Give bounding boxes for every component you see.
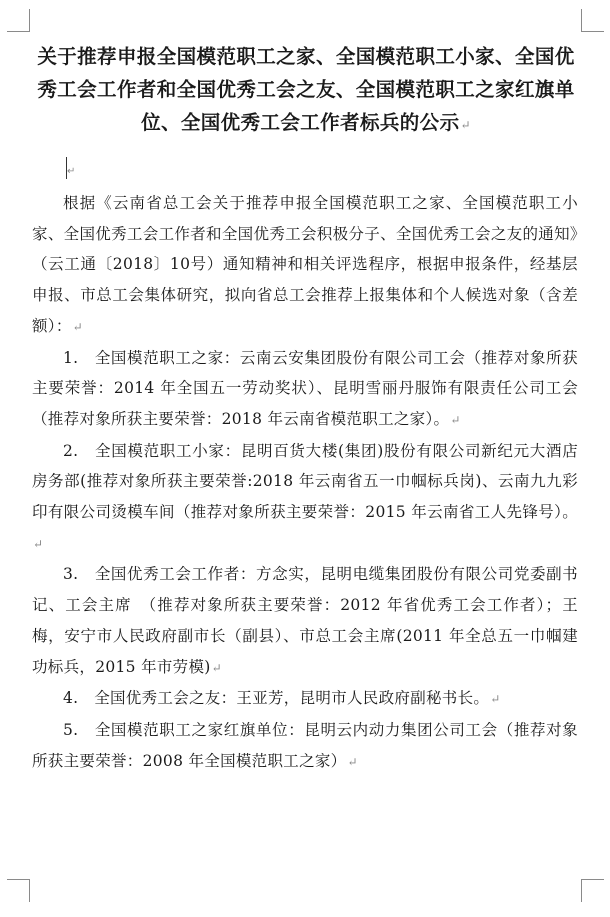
page-corner-top-left <box>7 9 30 32</box>
paragraph-mark-icon: ↵ <box>72 319 84 334</box>
paragraph-text: 2. 全国模范职工小家：昆明百货大楼(集团)股份有限公司新纪元大酒店房务部(推荐对象所获主要荣誉:2018 年云南省五一巾帼标兵岗)、云南九九彩印有限公司烫模车间（推荐对象所获主要荣誉：2015 年云南省工人先锋号）。 <box>32 441 578 522</box>
paragraph-mark-icon: ↵ <box>460 118 471 132</box>
paragraph-text: 3. 全国优秀工会工作者：方念实，昆明电缆集团股份有限公司党委副书记、工会主席 （推荐对象所获主要荣誉：2012 年省优秀工会工作者）；王 梅，安宁市人民政府副市长（副县）、市总工会主席(2011 年全总五一巾帼建功标兵，2015 年市劳模) <box>32 565 594 676</box>
page-corner-bottom-left <box>7 879 30 902</box>
paragraph-text: 根据《云南省总工会关于推荐申报全国模范职工之家、全国模范职工小家、全国优秀工会工作者和全国优秀工会积极分子、全国优秀工会之友的通知》（云工通〔2018〕10号）通知精神和相关评选程序，根据申报条件，经基层申报、市总工会集体研究，拟向省总工会推荐上报集体和个人候选对象（含差额）： <box>32 194 578 335</box>
paragraph-intro <box>32 188 578 343</box>
page-corner-top-right <box>581 9 604 32</box>
paragraph-text: 1. 全国模范职工之家：云南云安集团股份有限公司工会（推荐对象所获主要荣誉：2014 年全国五一劳动奖状）、昆明雪丽丹服饰有限责任公司工会（推荐对象所获主要荣誉：2018 年云南省模范职工之家）。 <box>32 348 578 428</box>
paragraph-item-3 <box>32 559 594 683</box>
document-title-text: 关于推荐申报全国模范职工之家、全国模范职工小家、全国优秀工会工作者和全国优秀工会之友、全国模范职工之家红旗单位、全国优秀工会工作者标兵的公示 <box>37 45 575 134</box>
paragraph-item-1 <box>32 343 578 436</box>
paragraph-mark-icon: ↵ <box>67 166 76 177</box>
paragraph-text: 5. 全国模范职工之家红旗单位：昆明云内动力集团公司工会（推荐对象所获主要荣誉：2008 年全国模范职工之家） <box>32 720 578 770</box>
paragraph-item-4 <box>32 683 578 715</box>
paragraph-mark-icon: ↵ <box>347 754 358 769</box>
paragraph-mark-icon: ↵ <box>490 692 501 707</box>
document-title <box>30 40 582 142</box>
paragraph-mark-icon: ↵ <box>211 660 222 675</box>
paragraph-item-5 <box>32 715 578 777</box>
paragraph-mark-icon: ↵ <box>33 536 44 551</box>
document-body[interactable] <box>32 188 594 777</box>
paragraph-mark-icon: ↵ <box>450 412 461 427</box>
paragraph-text: 4. 全国优秀工会之友：王亚芳，昆明市人民政府副秘书长。 <box>63 689 490 708</box>
page-corner-bottom-right <box>581 879 604 902</box>
paragraph-item-2 <box>32 436 578 560</box>
